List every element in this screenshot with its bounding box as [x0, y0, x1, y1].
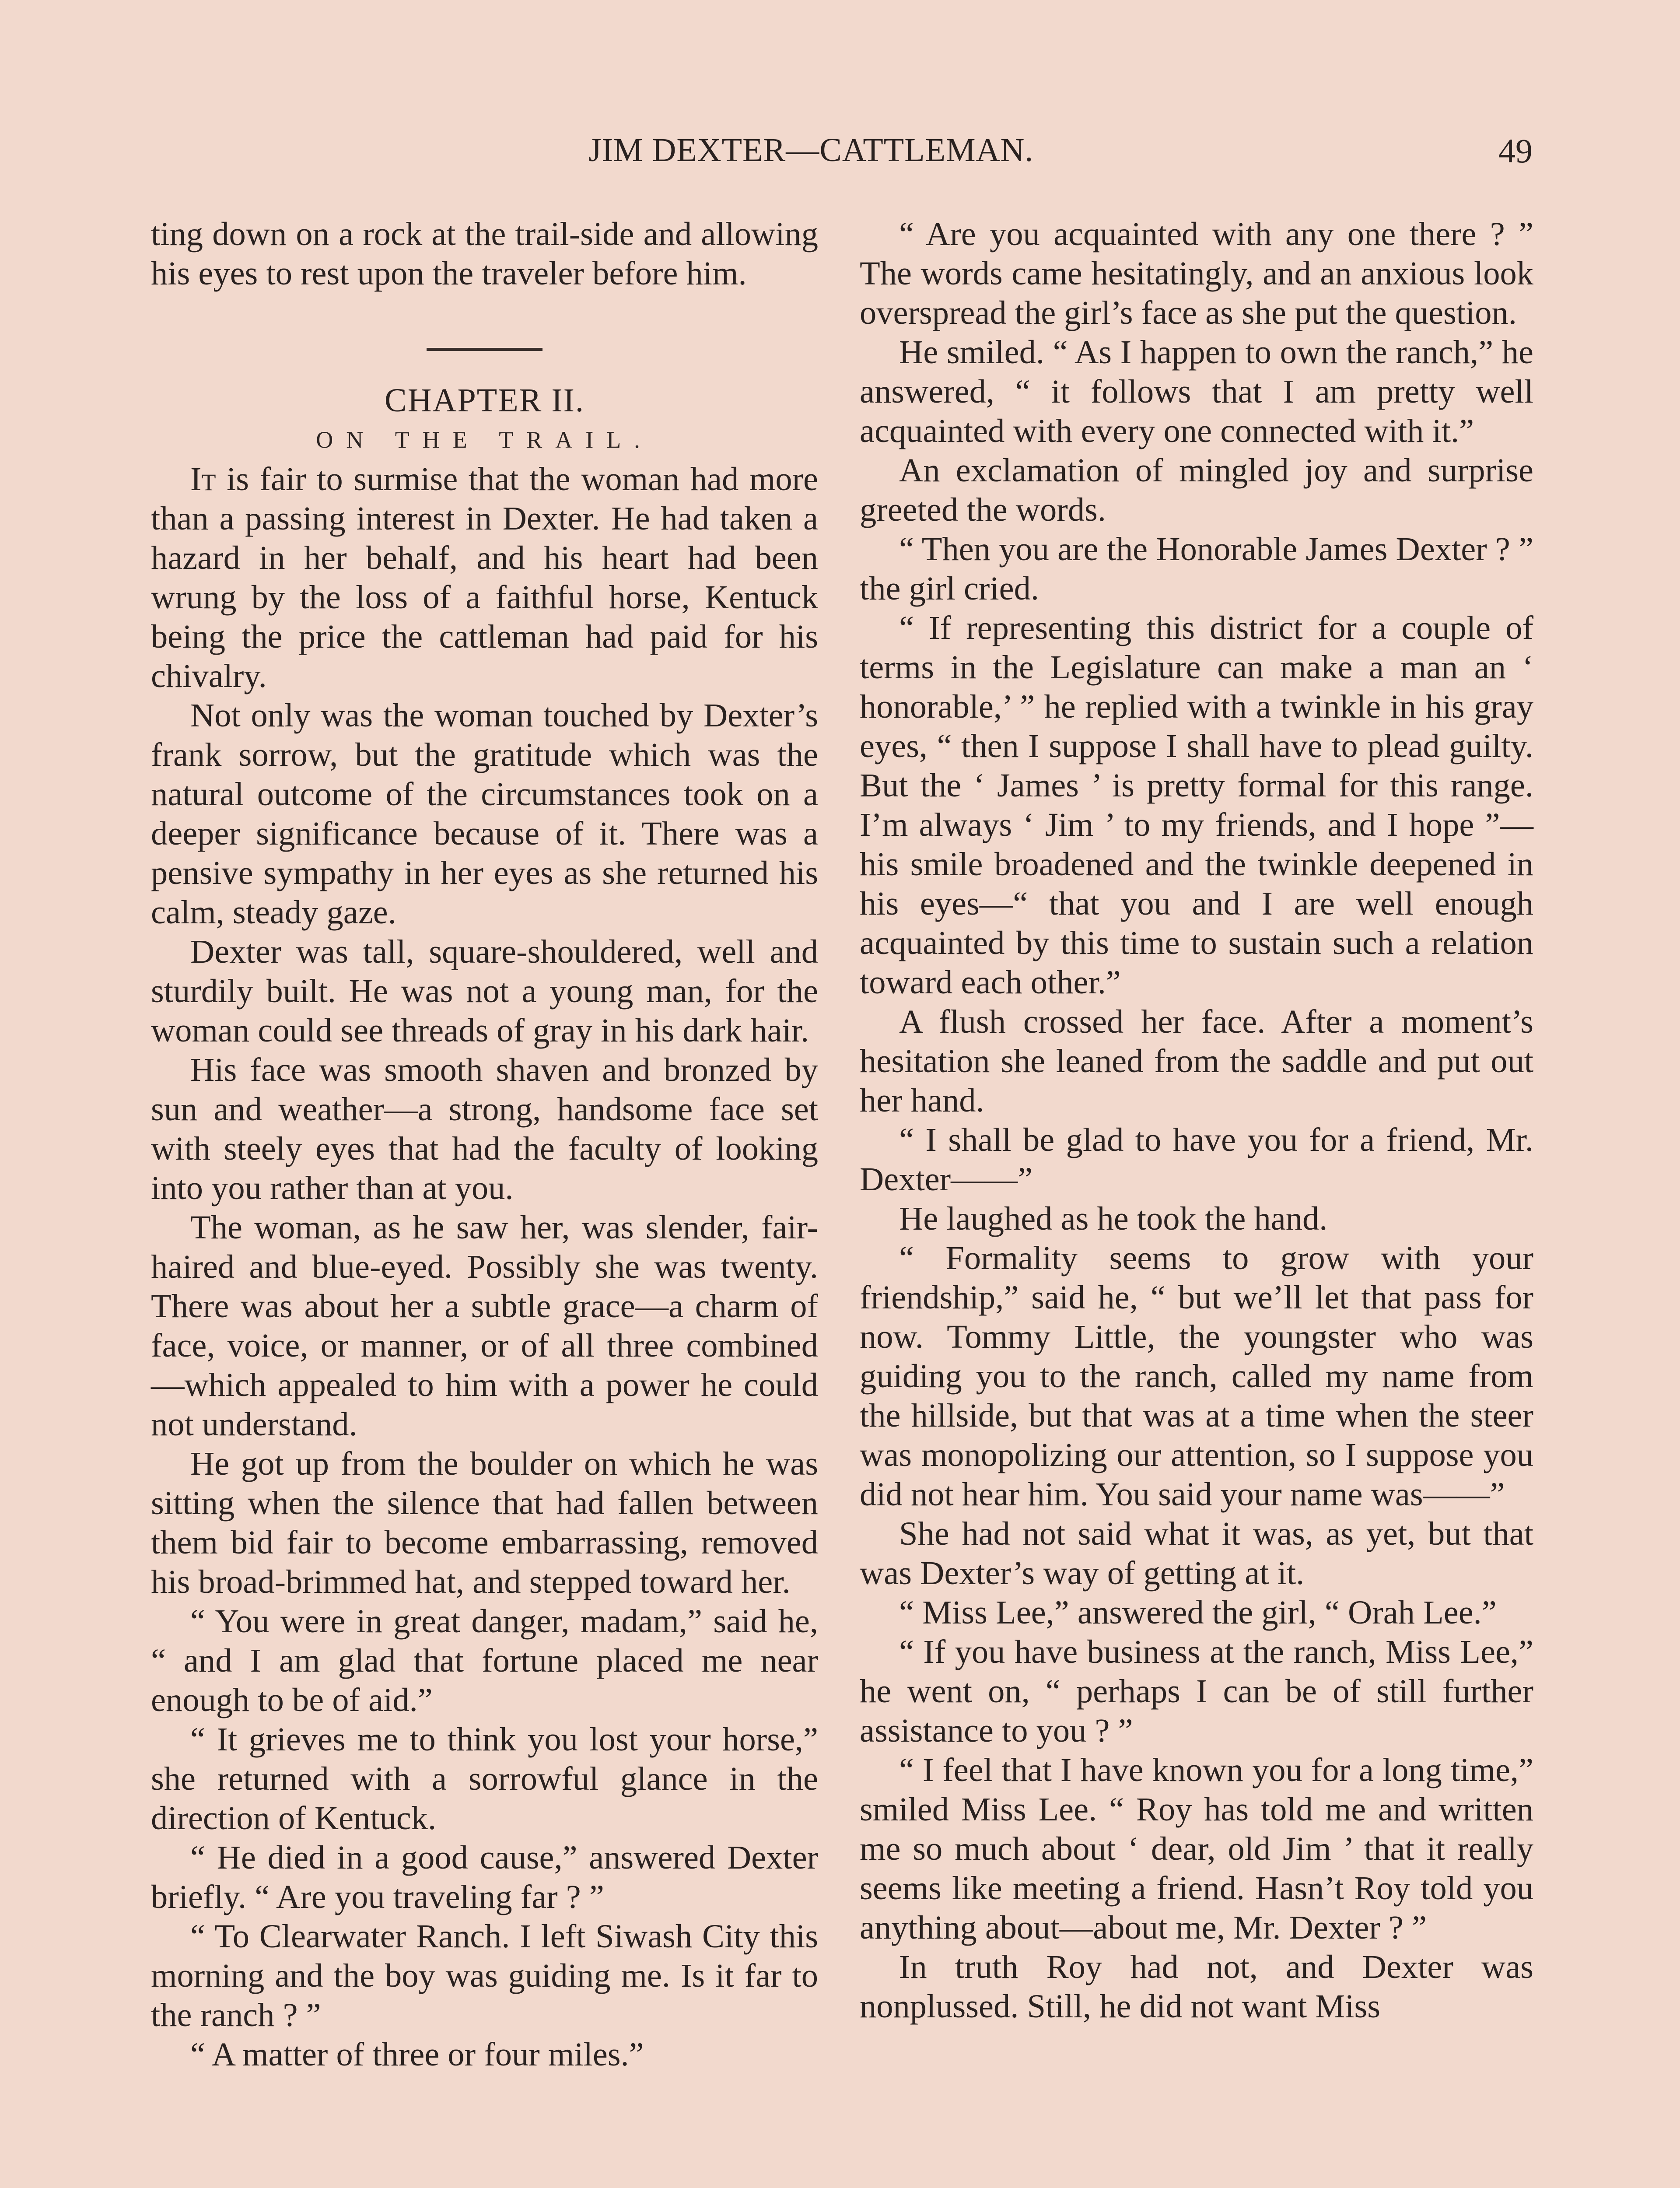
- paragraph: He laughed as he took the hand.: [899, 1200, 1328, 1237]
- paragraph: “ I shall be glad to have you for a friend, Mr. Dexter——”: [860, 1121, 1533, 1198]
- paragraph: “ If you have business at the ranch, Miss Lee,” he went on, “ perhaps I can be of still further assistance to you ? ”: [860, 1633, 1533, 1749]
- paragraph: “ It grieves me to think you lost your horse,” she returned with a sorrowful glance in the direction of Kentuck.: [151, 1721, 818, 1837]
- paragraph: The woman, as he saw her, was slender, fair-haired and blue-eyed. Possibly she was twenty. There was about her a subtle grace—a charm of face, voice, or manner, or of all three combined—which appealed to him with a power he could not understand.: [151, 1209, 818, 1443]
- page-header: [0, 131, 1680, 179]
- paragraph: In truth Roy had not, and Dexter was nonplussed. Still, he did not want Miss: [860, 1948, 1533, 2025]
- paragraph-text: is fair to surmise that the woman had more than a passing interest in Dexter. He had taken a hazard in her behalf, and his heart had been wrung by the loss of a faithful horse, Kentuck being the price the cattleman had paid for his chivalry.: [151, 460, 818, 694]
- paragraph: He smiled. “ As I happen to own the ranch,” he answered, “ it follows that I am pretty well acquainted with every one connected with it.”: [860, 333, 1533, 449]
- paragraph: His face was smooth shaven and bronzed by sun and weather—a strong, handsome face set with steely eyes that had the faculty of looking into you rather than at you.: [151, 1051, 818, 1206]
- drop-word: It: [190, 460, 216, 498]
- left-column: [151, 214, 818, 2074]
- paragraph: She had not said what it was, as yet, but that was Dexter’s way of getting at it.: [860, 1515, 1533, 1592]
- paragraph: He got up from the boulder on which he was sitting when the silence that had fallen between them bid fair to become embarrassing, removed his broad-brimmed hat, and stepped toward her.: [151, 1445, 818, 1600]
- paragraph: ting down on a rock at the trail-side and allowing his eyes to rest upon the traveler before him.: [151, 215, 818, 292]
- right-column: [860, 214, 1533, 2026]
- paragraph: “ Are you acquainted with any one there ? ” The words came hesitatingly, and an anxious look overspread the girl’s face as she put the question.: [860, 215, 1533, 331]
- page-number: 49: [1498, 132, 1533, 170]
- paragraph: “ To Clearwater Ranch. I left Siwash City this morning and the boy was guiding me. Is it far to the ranch ? ”: [151, 1918, 818, 2034]
- paragraph: “ A matter of three or four miles.”: [190, 2036, 644, 2073]
- paragraph: “ He died in a good cause,” answered Dexter briefly. “ Are you traveling far ? ”: [151, 1839, 818, 1915]
- paragraph: An exclamation of mingled joy and surprise greeted the words.: [860, 452, 1533, 528]
- paragraph: “ I feel that I have known you for a long time,” smiled Miss Lee. “ Roy has told me and written me so much about ‘ dear, old Jim ’ that it really seems like meeting a friend. Hasn’t Roy told you anything about—about me, Mr. Dexter ? ”: [860, 1751, 1533, 1946]
- paragraph: “ Formality seems to grow with your friendship,” said he, “ but we’ll let that pass for now. Tommy Little, the youngster who was guiding you to the ranch, called my name from the hillside, but that was at a time when the steer was monopolizing our attention, so I suppose you did not hear him. You said your name was——”: [860, 1239, 1533, 1513]
- chapter-subtitle: ON THE TRAIL.: [316, 427, 653, 453]
- running-title: JIM DEXTER—CATTLEMAN.: [588, 132, 1034, 168]
- paragraph: Dexter was tall, square-shouldered, well and sturdily built. He was not a young man, for the woman could see threads of gray in his dark hair.: [151, 933, 818, 1049]
- chapter-title: CHAPTER II.: [385, 382, 584, 419]
- chapter-divider: [427, 348, 542, 351]
- paragraph: [151, 459, 818, 696]
- paragraph: “ If representing this district for a couple of terms in the Legislature can make a man an ‘ honorable,’ ” he replied with a twinkle in his gray eyes, “ then I suppose I shall have to plead guilty. But the ‘ James ’ is pretty formal for this range. I’m always ‘ Jim ’ to my friends, and I hope ”—his smile broadened and the twinkle deepened in his eyes—“ that you and I are well enough acquainted by this time to sustain such a relation toward each other.”: [860, 609, 1533, 1001]
- paragraph: “ Miss Lee,” answered the girl, “ Orah Lee.”: [899, 1594, 1497, 1631]
- paragraph: “ You were in great danger, madam,” said he, “ and I am glad that fortune placed me near enough to be of aid.”: [151, 1602, 818, 1718]
- paragraph: “ Then you are the Honorable James Dexter ? ” the girl cried.: [860, 530, 1533, 607]
- paragraph: A flush crossed her face. After a moment’s hesitation she leaned from the saddle and put out her hand.: [860, 1003, 1533, 1119]
- paragraph: Not only was the woman touched by Dexter’s frank sorrow, but the gratitude which was the natural outcome of the circumstances took on a deeper significance because of it. There was a pensive sympathy in her eyes as she returned his calm, steady gaze.: [151, 697, 818, 931]
